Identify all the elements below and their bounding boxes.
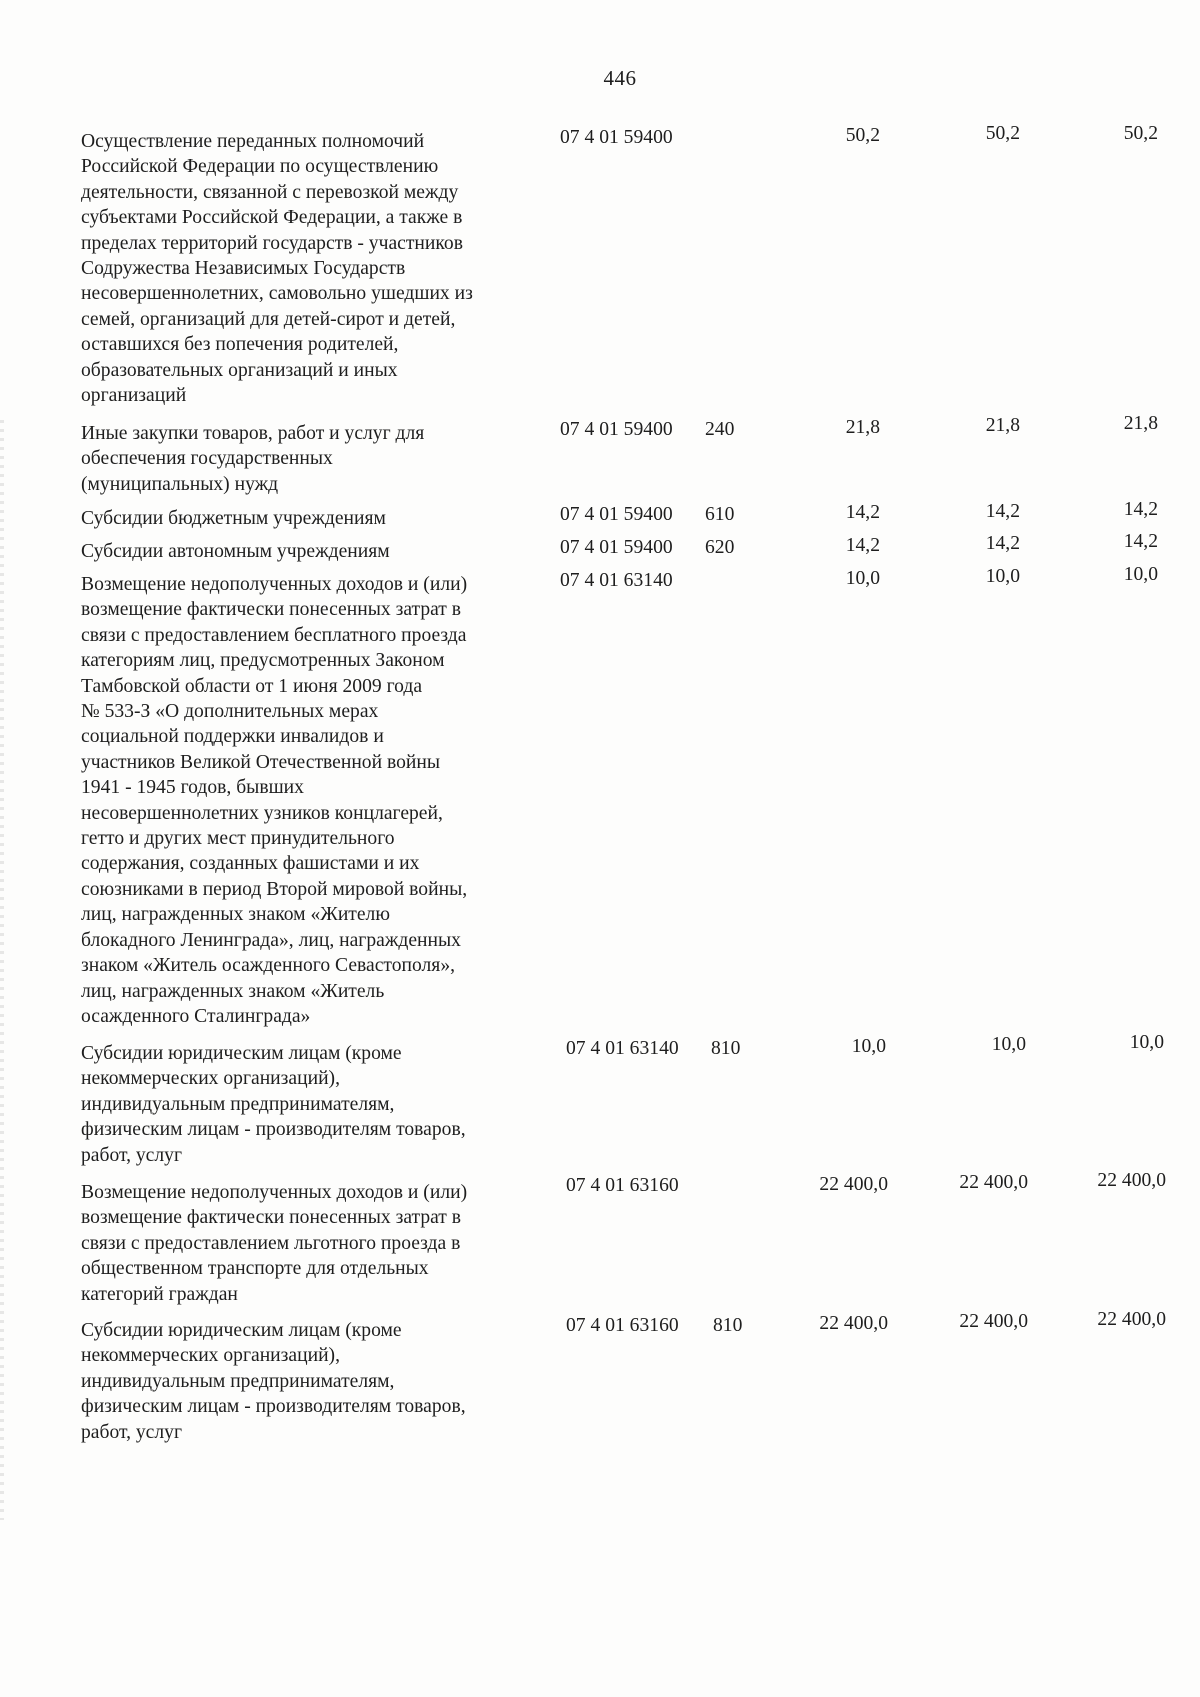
row-description: Возмещение недополученных доходов и (или) возмещение фактически понесенных затрат в связи с предоставлением льготного проезда в общественном транспорте для отдельных категорий граждан bbox=[81, 1182, 468, 1305]
amount-year-2: 21,8 bbox=[985, 415, 1020, 436]
amount-year-1: 22 400,0 bbox=[819, 1174, 888, 1195]
target-article-code: 07 4 01 59400 bbox=[560, 504, 673, 525]
page-number: 446 bbox=[603, 66, 637, 90]
target-article-code: 07 4 01 63160 bbox=[566, 1175, 679, 1196]
target-article-code: 07 4 01 59400 bbox=[560, 127, 673, 148]
amount-year-2: 10,0 bbox=[991, 1034, 1026, 1055]
amount-year-1: 14,2 bbox=[845, 502, 880, 523]
amount-year-1: 14,2 bbox=[845, 535, 880, 556]
amount-year-2: 50,2 bbox=[985, 123, 1020, 144]
row-description: Возмещение недополученных доходов и (или) возмещение фактически понесенных затрат в связи с предоставлением бесплатного проезда категориям лиц, предусмотренных Законом Тамбовской области от 1 июня 2009 года № 533-З «О дополнительных мерах социальной поддержки инвалидов и участников Великой Отечественной войны 1941 - 1945 годов, бывших несовершеннолетних узников концлагерей, гетто и других мест принудительного содержания, созданных фашистами и их союзниками в период Второй мировой войны, лиц, награжденных знаком «Жителю блокадного Ленинграда», лиц, награжденных знаком «Житель осажденного Севастополя», лиц, награжденных знаком «Житель осажденного Сталинграда» bbox=[81, 574, 468, 1027]
row-description: Субсидии бюджетным учреждениям bbox=[81, 508, 386, 529]
amount-year-2: 14,2 bbox=[985, 533, 1020, 554]
amount-year-3: 10,0 bbox=[1129, 1032, 1164, 1053]
row-description: Осуществление переданных полномочий Российской Федерации по осуществлению деятельности, связанной с перевозкой между субъектами Российской Федерации, а также в пределах территорий государств - участников Содружества Независимых Государств несовершеннолетних, самовольно ушедших из семей, организаций для детей-сирот и детей, оставшихся без попечения родителей, образовательных организаций и иных организаций bbox=[81, 131, 473, 407]
target-article-code: 07 4 01 63160 bbox=[566, 1315, 679, 1336]
amount-year-3: 22 400,0 bbox=[1097, 1170, 1166, 1191]
amount-year-2: 10,0 bbox=[985, 566, 1020, 587]
amount-year-3: 21,8 bbox=[1123, 413, 1158, 434]
expense-type-code: 620 bbox=[705, 537, 735, 558]
amount-year-3: 14,2 bbox=[1123, 499, 1158, 520]
amount-year-3: 50,2 bbox=[1123, 123, 1158, 144]
amount-year-3: 10,0 bbox=[1123, 564, 1158, 585]
amount-year-3: 14,2 bbox=[1123, 531, 1158, 552]
amount-year-1: 10,0 bbox=[851, 1036, 886, 1057]
amount-year-1: 21,8 bbox=[845, 417, 880, 438]
row-description: Субсидии автономным учреждениям bbox=[81, 541, 390, 562]
amount-year-3: 22 400,0 bbox=[1097, 1309, 1166, 1330]
amount-year-2: 22 400,0 bbox=[959, 1311, 1028, 1332]
expense-type-code: 610 bbox=[705, 504, 735, 525]
amount-year-2: 22 400,0 bbox=[959, 1172, 1028, 1193]
target-article-code: 07 4 01 63140 bbox=[560, 570, 673, 591]
amount-year-1: 50,2 bbox=[845, 125, 880, 146]
row-description: Иные закупки товаров, работ и услуг для обеспечения государственных (муниципальных) нужд bbox=[81, 423, 425, 495]
amount-year-1: 10,0 bbox=[845, 568, 880, 589]
target-article-code: 07 4 01 59400 bbox=[560, 537, 673, 558]
expense-type-code: 810 bbox=[713, 1315, 743, 1336]
expense-type-code: 240 bbox=[705, 419, 735, 440]
scan-edge-artifact bbox=[0, 420, 4, 1520]
amount-year-2: 14,2 bbox=[985, 501, 1020, 522]
row-description: Субсидии юридическим лицам (кроме некоммерческих организаций), индивидуальным предпринимателям, физическим лицам - производителям товаров, работ, услуг bbox=[81, 1043, 466, 1166]
amount-year-1: 22 400,0 bbox=[819, 1313, 888, 1334]
target-article-code: 07 4 01 63140 bbox=[566, 1038, 679, 1059]
target-article-code: 07 4 01 59400 bbox=[560, 419, 673, 440]
row-description: Субсидии юридическим лицам (кроме некоммерческих организаций), индивидуальным предпринимателям, физическим лицам - производителям товаров, работ, услуг bbox=[81, 1320, 466, 1443]
expense-type-code: 810 bbox=[711, 1038, 741, 1059]
